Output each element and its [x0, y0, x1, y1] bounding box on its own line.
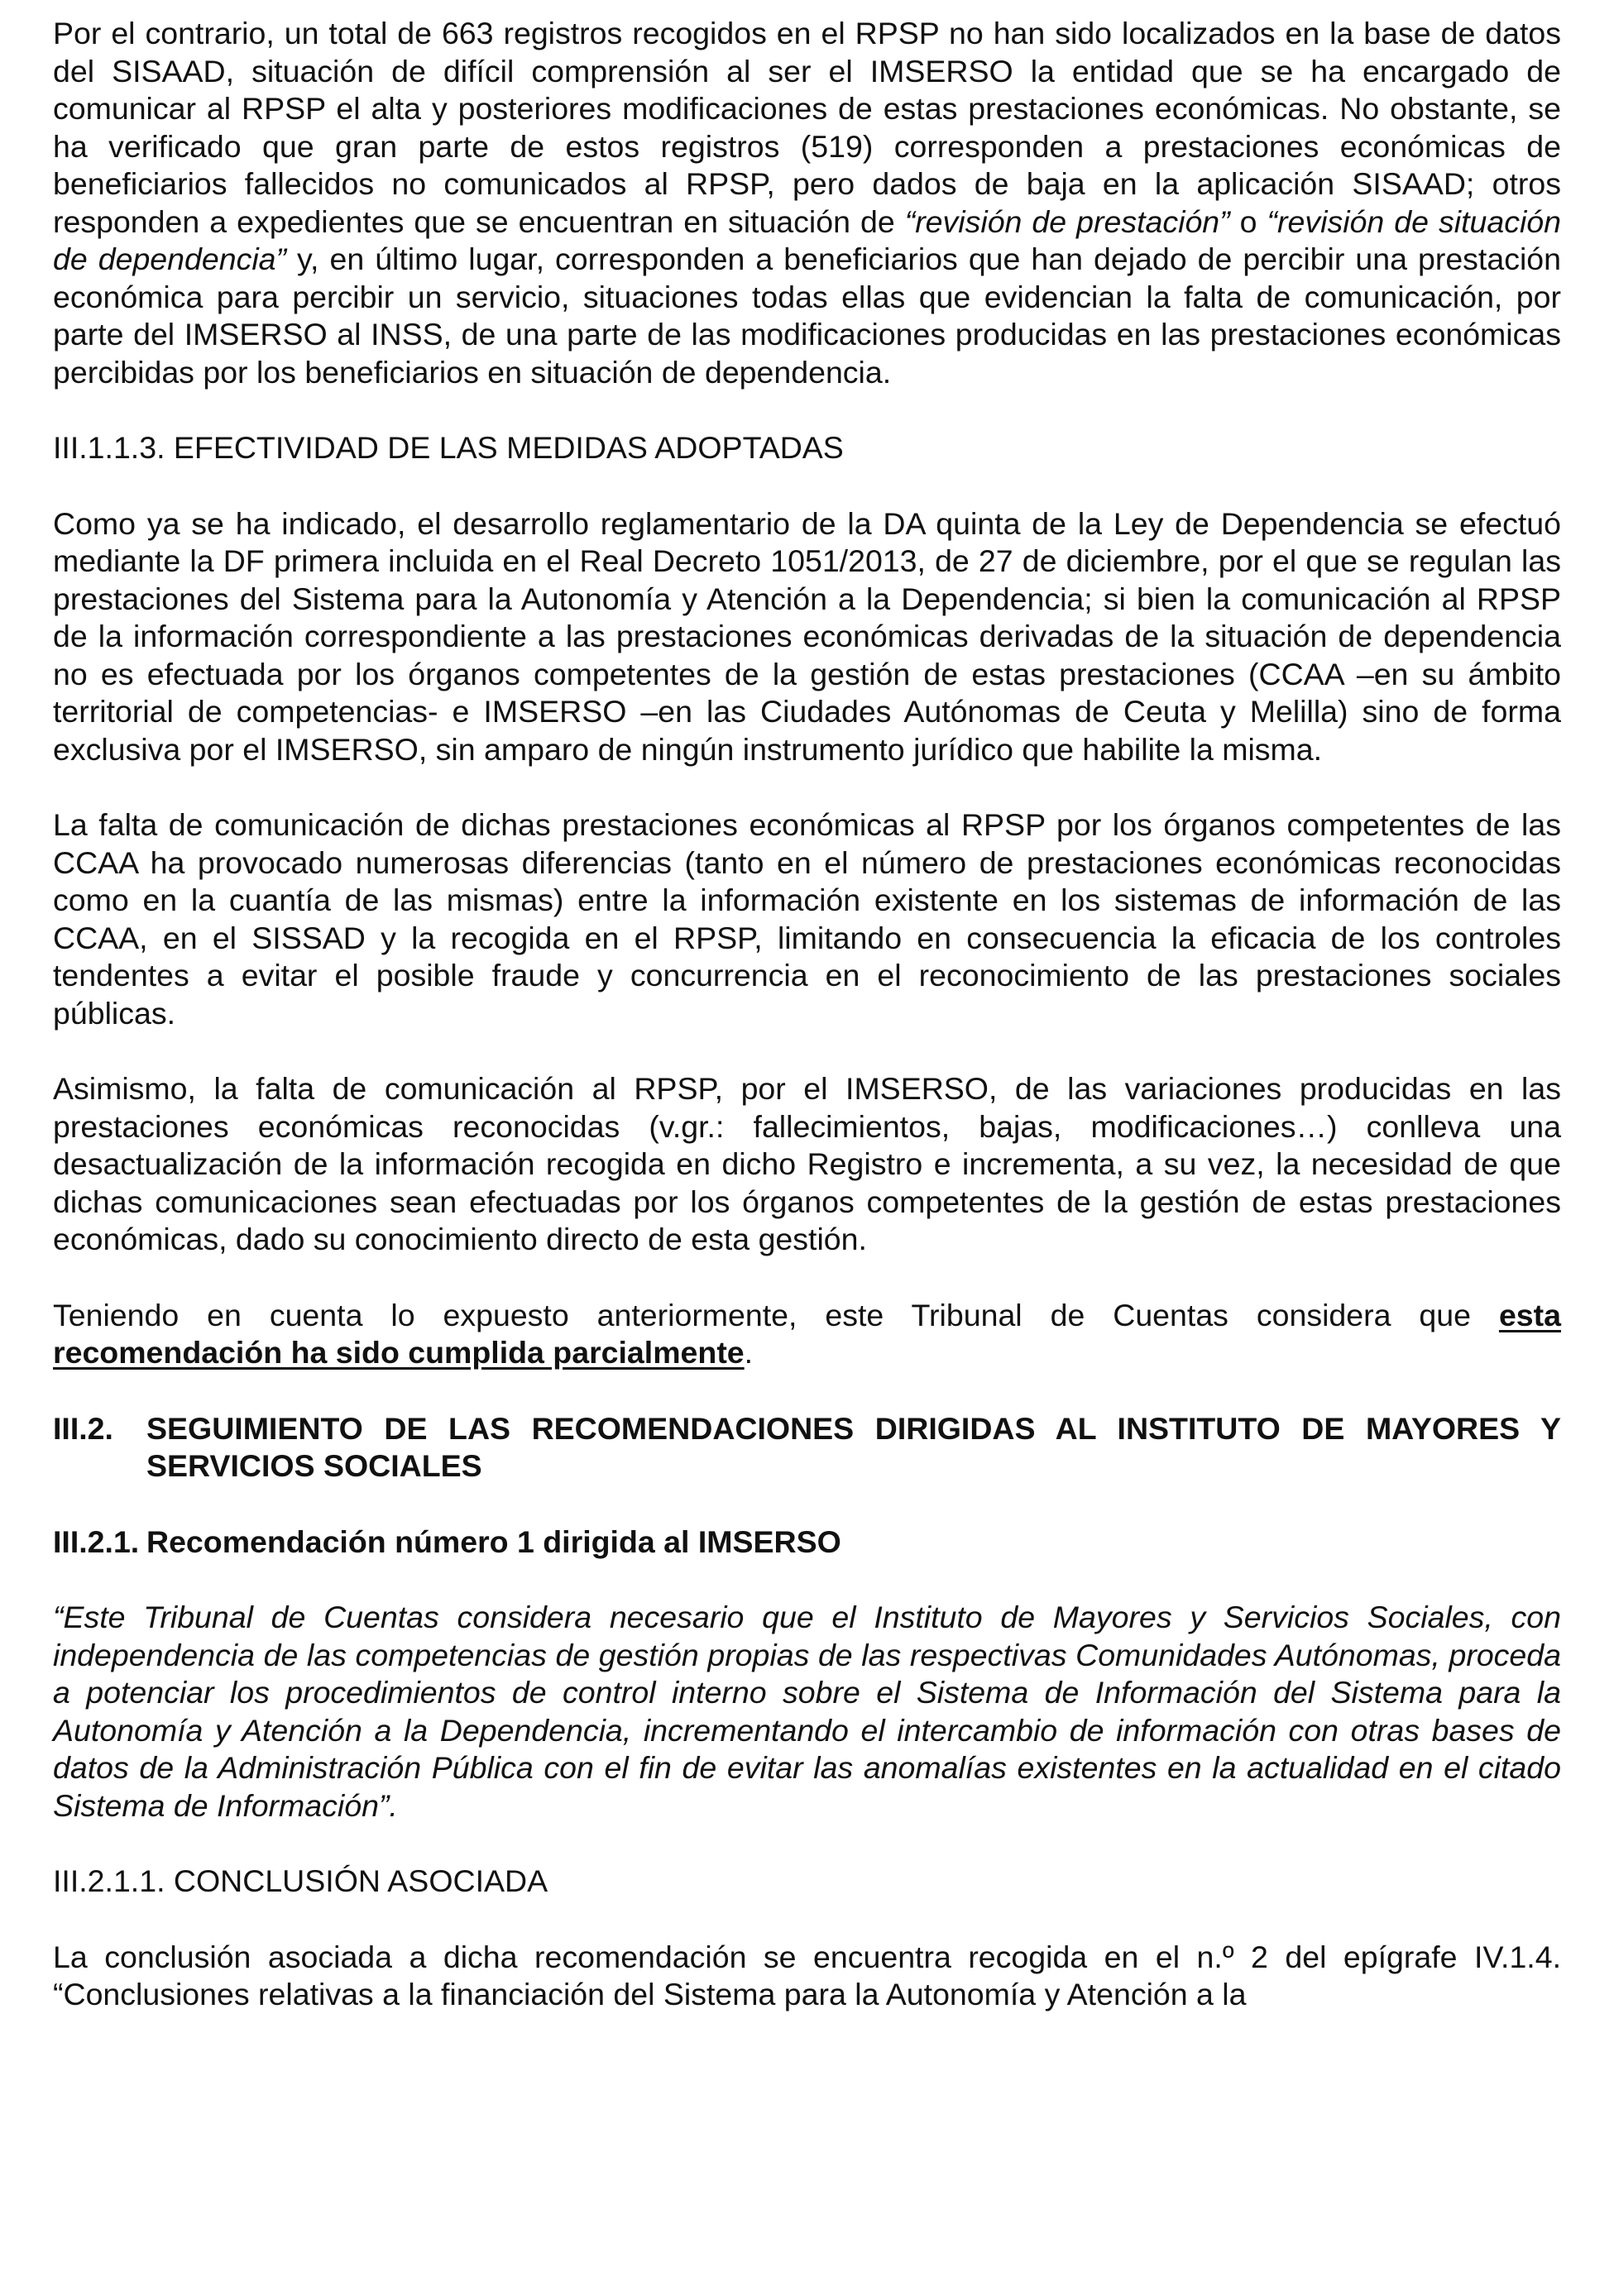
italic-quote-revision-situacion: “revisión de situación de dependencia” [53, 203, 1561, 276]
paragraph-falta-comunicacion-imserso: Asimismo, la falta de comunicación al RPSP, por el IMSERSO, de las variaciones producidas en las prestaciones económicas reconocidas (v.gr.: fallecimientos, bajas, modificaciones…) conlleva una desactualización de la información recogida en dicho Registro e incrementa, a su vez, la necesidad de que dichas comunicaciones sean efectuadas por los órganos competentes de la gestión de estas prestaciones económicas, dado su conocimiento directo de esta gestión. [53, 1071, 1561, 1256]
paragraph-desarrollo-reglamentario: Como ya se ha indicado, el desarrollo reglamentario de la DA quinta de la Ley de Dependencia se efectuó mediante la DF primera incluida en el Real Decreto 1051/2013, de 27 de diciembre, por el que se regulan las prestaciones del Sistema para la Autonomía y Atención a la Dependencia; si bien la comunicación al RPSP de la información correspondiente a las prestaciones económicas derivadas de la situación de dependencia no es efectuada por los órganos competentes de la gestión de estas prestaciones (CCAA –en su ámbito territorial de competencias- e IMSERSO –en las Ciudades Autónomas de Ceuta y Melilla) sino de forma exclusiva por el IMSERSO, sin amparo de ningún instrumento jurídico que habilite la misma. [53, 505, 1561, 767]
paragraph-conclusion-cumplimiento [53, 1297, 1561, 1372]
quote-recomendacion: “Este Tribunal de Cuentas considera necesario que el Instituto de Mayores y Servicios Sociales, con independencia de las competencias de gestión propias de las respectivas Comunidades Autónomas, proceda a potenciar los procedimientos de control interno sobre el Sistema de Información del Sistema para la Autonomía y Atención a la Dependencia, incrementando el intercambio de información con otras bases de datos de la Administración Pública con el fin de evitar las anomalías existentes en la actualidad en el citado Sistema de Información”. [53, 1600, 1561, 1823]
section-title: Recomendación número 1 dirigida al IMSERSO [146, 1523, 841, 1559]
heading-conclusion-asociada: III.2.1.1. CONCLUSIÓN ASOCIADA [53, 1863, 548, 1898]
heading-seguimiento-imserso [53, 1410, 1561, 1485]
section-number: III.2.1. [53, 1523, 140, 1559]
italic-quote-revision-prestacion: “revisión de prestación” [904, 203, 1230, 239]
text-run: Teniendo en cuenta lo expuesto anteriormente, este Tribunal de Cuentas considera que [53, 1297, 1499, 1332]
document-page [53, 15, 1561, 2014]
paragraph-registros-no-localizados [53, 15, 1561, 391]
emphasis-recomendacion-cumplida: esta recomendación ha sido cumplida parcialmente [53, 1297, 1561, 1370]
paragraph-falta-comunicacion-ccaa: La falta de comunicación de dichas prestaciones económicas al RPSP por los órganos competentes de las CCAA ha provocado numerosas diferencias (tanto en el número de prestaciones económicas reconocidas como en la cuantía de las mismas) entre la información existente en los sistemas de información de las CCAA, en el SISSAD y la recogida en el RPSP, limitando en consecuencia la eficacia de los controles tendentes a evitar el posible fraude y concurrencia en el reconocimiento de las prestaciones sociales públicas. [53, 807, 1561, 1031]
text-run: y, en último lugar, corresponden a beneficiarios que han dejado de percibir una prestación económica para percibir un servicio, situaciones todas ellas que evidencian la falta de comunicación, por parte del IMSERSO al INSS, de una parte de las modificaciones producidas en las prestaciones económicas percibidas por los beneficiarios en situación de dependencia. [53, 242, 1561, 390]
heading-efectividad-medidas: III.1.1.3. EFECTIVIDAD DE LAS MEDIDAS ADOPTADAS [53, 430, 844, 465]
section-title: SEGUIMIENTO DE LAS RECOMENDACIONES DIRIGIDAS AL INSTITUTO DE MAYORES Y SERVICIOS SOCIALES [146, 1410, 1561, 1483]
paragraph-conclusion-asociada: La conclusión asociada a dicha recomendación se encuentra recogida en el n.º 2 del epígrafe IV.1.4. “Conclusiones relativas a la financiación del Sistema para la Autonomía y Atención a la [53, 1939, 1561, 2011]
heading-recomendacion-1 [53, 1523, 1561, 1562]
text-run: o [1229, 203, 1267, 239]
section-number: III.2. [53, 1410, 113, 1446]
text-run: Por el contrario, un total de 663 registros recogidos en el RPSP no han sido localizados en la base de datos del SISAAD, situación de difícil comprensión al ser el IMSERSO la entidad que se ha encargado de comunicar al RPSP el alta y posteriores modificaciones de estas prestaciones económicas. No obstante, se ha verificado que gran parte de estos registros (519) corresponden a prestaciones económicas de beneficiarios fallecidos no comunicados al RPSP, pero dados de baja en la aplicación SISAAD; otros responden a expedientes que se encuentran en situación de [53, 16, 1561, 239]
text-run: . [744, 1335, 754, 1370]
